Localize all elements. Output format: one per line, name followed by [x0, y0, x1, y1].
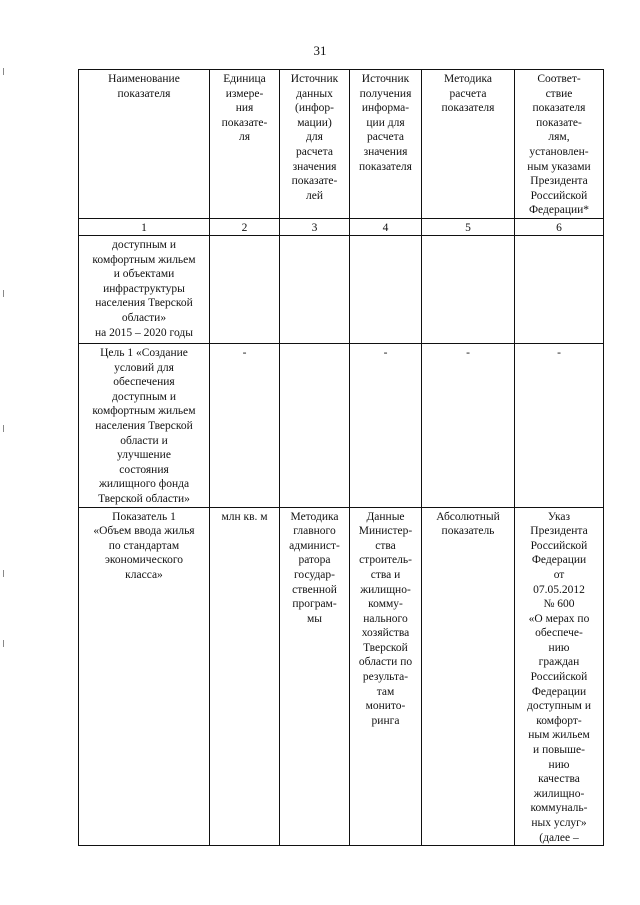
table-cell — [280, 344, 350, 508]
table-cell: млн кв. м — [210, 507, 280, 846]
page-number: 31 — [313, 43, 327, 58]
column-numbers-row — [79, 219, 604, 236]
scan-mark — [3, 425, 4, 432]
table-cell — [422, 236, 515, 344]
header-method: Методика расчета показателя — [422, 70, 515, 219]
table-cell — [280, 236, 350, 344]
column-number: 5 — [422, 219, 515, 236]
header-info-source: Источник получения информа- ции для расчета значения показателя — [350, 70, 422, 219]
table-cell: Цель 1 «Создание условий для обеспечения доступным и комфортным жильем населения Тверской области и улучшение состояния жилищного фонда Тверской области» — [79, 344, 210, 508]
table-row-goal-1 — [79, 344, 604, 508]
scan-mark — [3, 640, 4, 647]
column-number: 6 — [515, 219, 604, 236]
table-cell: - — [210, 344, 280, 508]
header-unit: Единица измере- ния показате- ля — [210, 70, 280, 219]
scan-mark — [3, 68, 4, 75]
column-number: 3 — [280, 219, 350, 236]
indicators-table — [78, 69, 604, 846]
table-cell: - — [515, 344, 604, 508]
scan-mark — [3, 570, 4, 577]
table-cell: Абсолютный показатель — [422, 507, 515, 846]
table-cell — [515, 236, 604, 344]
column-number: 2 — [210, 219, 280, 236]
table-cell: Показатель 1 «Объем ввода жилья по стандартам экономического класса» — [79, 507, 210, 846]
table-row-indicator-1 — [79, 507, 604, 846]
header-row — [79, 70, 604, 219]
header-decree-compliance: Соответ- ствие показателя показате- лям, установлен- ным указами Президента Российской Федерации* — [515, 70, 604, 219]
table-cell: Указ Президента Российской Федерации от 07.05.2012 № 600 «О мерах по обеспече- нию граждан Российской Федерации доступным и комфорт- ным жильем и повыше- нию качества жилищно- коммуналь- ных услуг» (далее – — [515, 507, 604, 846]
table-cell: Данные Министер- ства строитель- ства и жилищно- комму- нального хозяйства Тверской области по результа- там монито- ринга — [350, 507, 422, 846]
table-cell: - — [422, 344, 515, 508]
column-number: 1 — [79, 219, 210, 236]
table-cell: доступным и комфортным жильем и объектами инфраструктуры населения Тверской области» на 2015 – 2020 годы — [79, 236, 210, 344]
header-data-source: Источник данных (инфор- мации) для расчета значения показате- лей — [280, 70, 350, 219]
table-row-program-continuation — [79, 236, 604, 344]
column-number: 4 — [350, 219, 422, 236]
table-cell — [210, 236, 280, 344]
header-indicator-name: Наименование показателя — [79, 70, 210, 219]
table-cell — [350, 236, 422, 344]
table-cell: Методика главного админист- ратора государ- ственной програм- мы — [280, 507, 350, 846]
scan-mark — [3, 290, 4, 297]
table-cell: - — [350, 344, 422, 508]
